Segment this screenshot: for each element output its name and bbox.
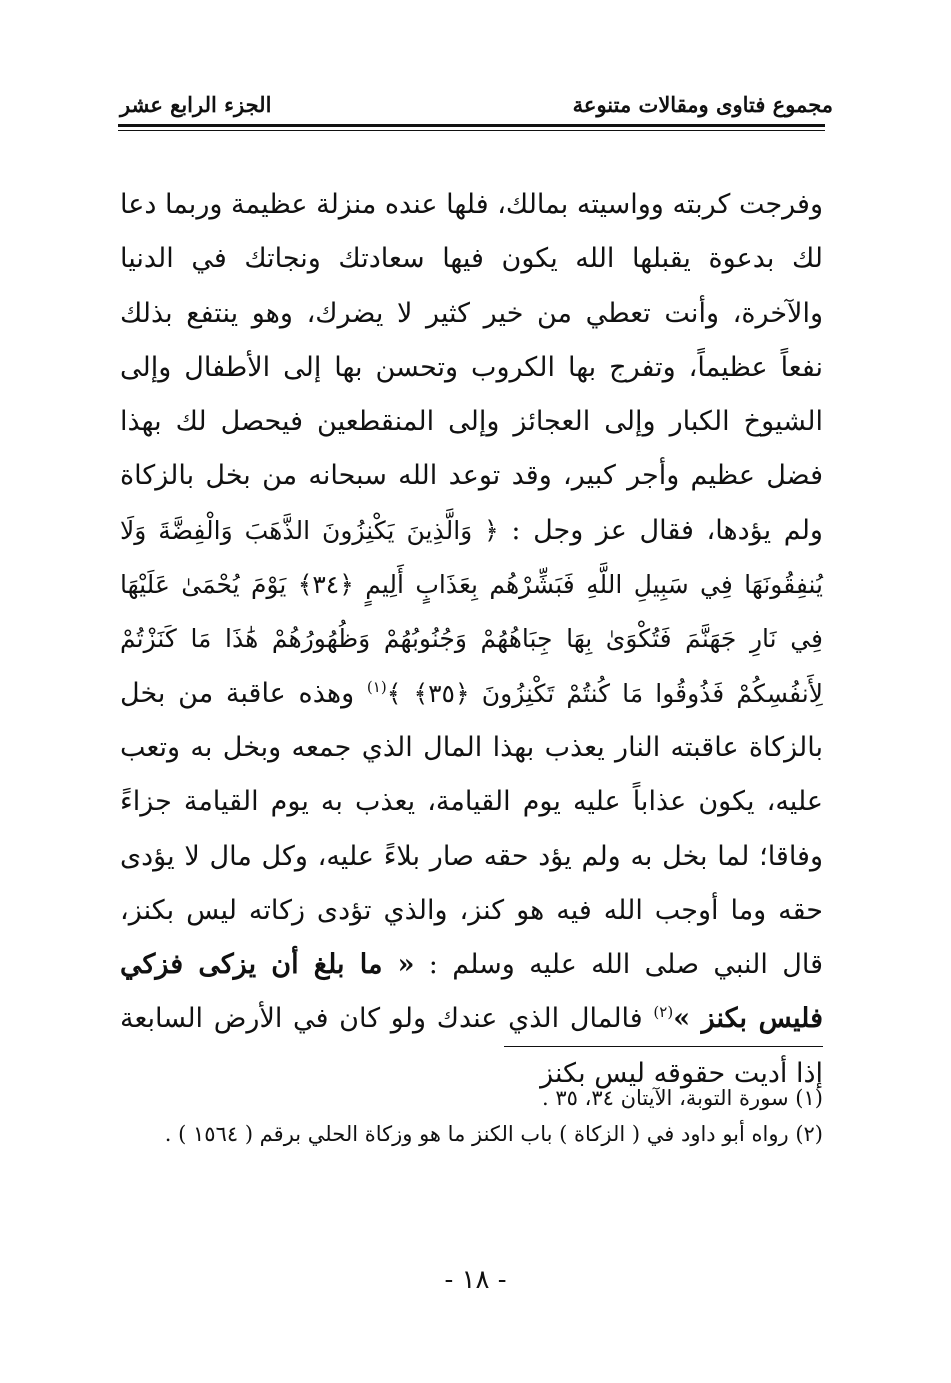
- quran-verse: ﴿ وَالَّذِينَ يَكْنِزُونَ الذَّهَبَ وَالْفِضَّةَ وَلَا يُنفِقُونَهَا فِي سَبِيلِ اللَّهِ فَبَشِّرْهُم بِعَذَابٍ أَلِيمٍ ﴿٣٤﴾ يَوْمَ يُحْمَىٰ عَلَيْهَا فِي نَارِ جَهَنَّمَ فَتُكْوَىٰ بِهَا جِبَاهُهُمْ وَجُنُوبُهُمْ وَظُهُورُهُمْ هَٰذَا مَا كَنَزْتُمْ لِأَنفُسِكُمْ فَذُوقُوا مَا كُنتُمْ تَكْنِزُونَ ﴿٣٥﴾ ﴾: [120, 515, 823, 708]
- footnote-1: (١) سورة التوبة، الآيتان ٣٤، ٣٥ .: [541, 1086, 823, 1110]
- footnotes: [120, 1080, 823, 1152]
- footnote-2: (٢) رواه أبو داود في ( الزكاة ) باب الكنز ما هو وزكاة الحلي برقم ( ١٥٦٤ ) .: [164, 1122, 823, 1146]
- footnote-rule: [504, 1046, 823, 1047]
- main-text: [120, 178, 823, 1101]
- paragraph-1: وفرجت كربته وواسيته بمالك، فلها عنده منزلة عظيمة وربما دعا لك بدعوة يقبلها الله يكون فيها سعادتك ونجاتك في الدنيا والآخرة، وأنت تعطي من خير كثير لا يضرك، وهو ينتفع بذلك نفعاً عظيماً، وتفرج بها الكروب وتحسن بها إلى الأطفال وإلى الشيوخ الكبار وإلى العجائز وإلى المنقطعين فيحصل لك بهذا فضل عظيم وأجر كبير، وقد توعد الله سبحانه من بخل بالزكاة ولم يؤدها، فقال عز وجل :: [120, 189, 823, 546]
- running-header-title: مجموع فتاوى ومقالات متنوعة: [572, 92, 833, 117]
- footnote-ref-2: (٢): [653, 1003, 674, 1022]
- header-rule-thick: [118, 124, 825, 127]
- hadith-quote: « ما بلغ أن يزكى فزكي فليس بكنز »: [120, 949, 824, 1035]
- page-number: - ١٨ -: [444, 1265, 507, 1295]
- paragraph-2: وهذه عاقبة من بخل بالزكاة عاقبته النار يعذب بهذا المال الذي جمعه وبخل به وتعب عليه، يكون عذاباً عليه يوم القيامة، يعذب به يوم القيامة جزاءً وفاقا؛ لما بخل به ولم يؤد حقه صار بلاءً عليه، وكل مال لا يؤدى حقه وما أوجب الله فيه هو كنز، والذي تؤدى زكاته ليس بكنز، قال النبي صلى الله عليه وسلم :: [120, 677, 823, 981]
- running-header-volume: الجزء الرابع عشر: [120, 92, 272, 117]
- footnote-ref-1: (١): [366, 677, 387, 696]
- header-rule-thin: [118, 130, 825, 131]
- paragraph-3: فالمال الذي عندك ولو كان في الأرض السابعة إذا أديت حقوقه ليس بكنز: [120, 1003, 823, 1089]
